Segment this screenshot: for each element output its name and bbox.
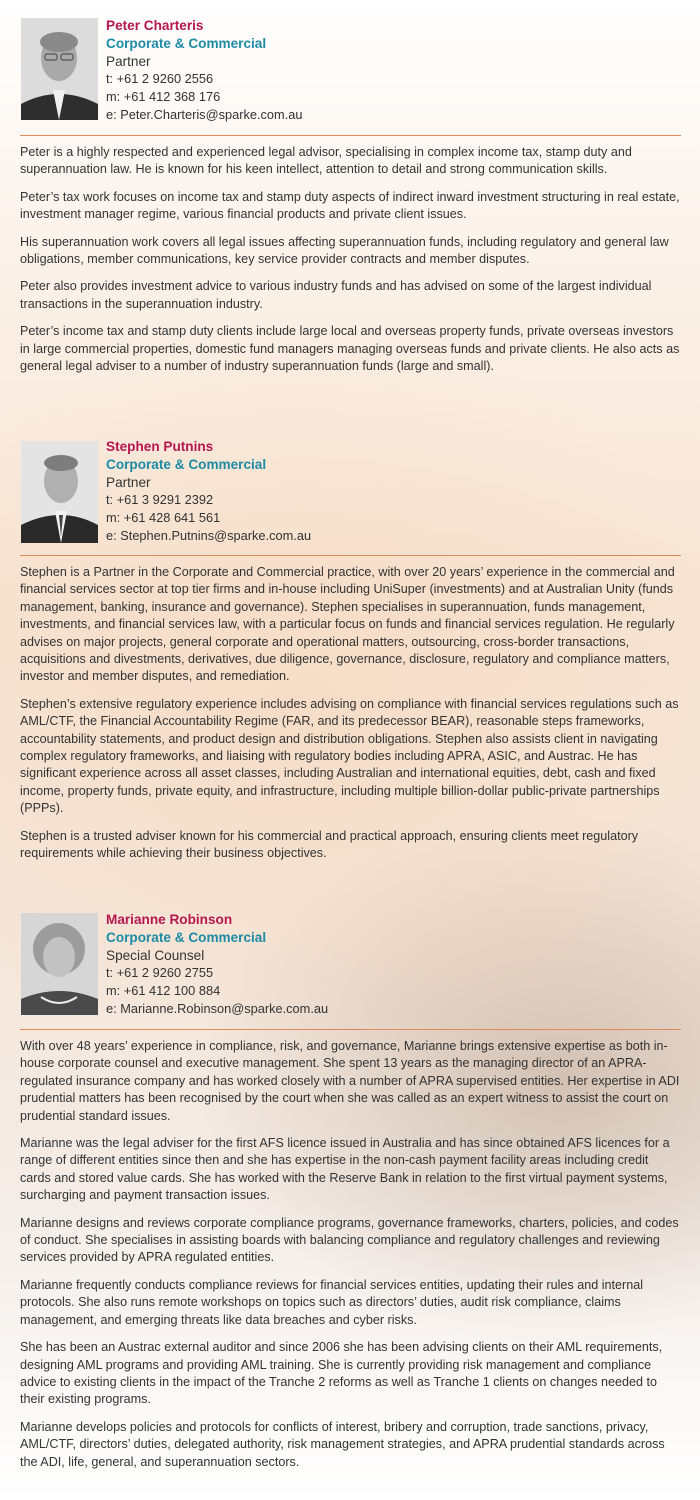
practice-group: Corporate & Commercial (106, 456, 267, 472)
portrait-silhouette-icon (21, 441, 98, 543)
practice-group: Corporate & Commercial (106, 929, 267, 945)
mobile-number: m: +61 412 368 176 (106, 89, 221, 105)
biography (20, 564, 682, 873)
bio-paragraph: Stephen is a trusted adviser known for his commercial and practical approach, ensuring clients meet regulatory requirements while achieving their business objectives. (20, 828, 639, 861)
portrait-silhouette-icon (21, 18, 98, 120)
portrait-photo (21, 913, 98, 1015)
phone-number: t: +61 2 9260 2755 (106, 965, 214, 981)
phone-number: t: +61 2 9260 2556 (106, 71, 214, 87)
practice-group: Corporate & Commercial (106, 35, 267, 51)
bio-paragraph: Peter is a highly respected and experienced legal advisor, specialising in complex income tax, stamp duty and superannuation law. He is known for his keen intellect, attention to detail and strong communication skills. (20, 145, 632, 177)
contact-info (106, 438, 311, 545)
mobile-number: m: +61 412 100 884 (106, 983, 221, 999)
divider (20, 555, 681, 556)
job-title: Partner (106, 474, 151, 490)
bio-paragraph: Peter also provides investment advice to various industry funds and has advised on some of the largest individual transactions in the superannuation industry. (20, 279, 652, 311)
biography (20, 144, 682, 385)
profile-header (0, 17, 700, 135)
profile-header (0, 438, 700, 556)
divider (20, 135, 681, 136)
job-title: Partner (106, 53, 151, 69)
profile-marianne-robinson (0, 911, 700, 1469)
portrait-silhouette-icon (21, 913, 98, 1015)
email-address[interactable]: e: Peter.Charteris@sparke.com.au (106, 106, 303, 122)
phone-number: t: +61 3 9291 2392 (106, 492, 214, 508)
bio-paragraph: Stephen is a Partner in the Corporate and Commercial practice, with over 20 years’ experience in the commercial and financial services sector at top tier firms and in-house including UniSuper (investments) and at Australian Unity (funds management, banking, insurance and governance). Stephen specialises in superannuation, funds management, investments, and financial services law, with a particular focus on funds and financial services regulation. He regularly advises on major projects, general corporate and operational matters, outsourcing, cross-border transactions, acquisitions and divestments, derivatives, due diligence, governance, disclosure, regulatory and compliance matters, investor and member disputes, and remediation. (20, 565, 675, 684)
email-address[interactable]: e: Marianne.Robinson@sparke.com.au (106, 1000, 329, 1016)
bio-paragraph: Peter’s income tax and stamp duty clients include large local and overseas property funds, private overseas investors in large commercial properties, domestic fund managers managing overseas funds and private clients. He also acts as general legal adviser to a number of industry superannuation funds (large and small). (20, 324, 680, 374)
bio-paragraph: Peter’s tax work focuses on income tax and stamp duty aspects of indirect inward investment structuring in real estate, investment manager regime, various financial products and private client issues. (20, 189, 680, 222)
contact-info (106, 17, 303, 124)
bio-paragraph: Marianne develops policies and protocols for conflicts of interest, bribery and corruption, trade sanctions, privacy, AML/CTF, directors’ duties, delegated authority, risk management strategies, and APRA prudential standards across the ADI, life, general, and superannuation sectors. (20, 1419, 665, 1469)
contact-info (106, 911, 328, 1018)
profile-peter-charteris (0, 17, 700, 374)
bio-paragraph: Marianne designs and reviews corporate compliance programs, governance frameworks, charters, policies, and codes of conduct. She specialises in assisting boards with balancing compliance and regulatory challenges and reviewing services provided by APRA regulated entities. (20, 1215, 679, 1265)
portrait-photo (21, 441, 98, 543)
mobile-number: m: +61 428 641 561 (106, 510, 221, 526)
bio-paragraph: She has been an Austrac external auditor and since 2006 she has been advising clients on their AML requirements, designing AML programs and providing AML training. She is currently providing risk management and compliance advice to existing clients in the impact of the Tranche 2 reforms as well as Tranche 1 clients on changes needed to their existing programs. (20, 1340, 663, 1407)
divider (20, 1029, 681, 1030)
email-address[interactable]: e: Stephen.Putnins@sparke.com.au (106, 527, 312, 543)
profile-stephen-putnins (0, 438, 700, 861)
biography (20, 1038, 682, 1481)
bio-paragraph: Marianne frequently conducts compliance reviews for financial services entities, updating their rules and internal protocols. She also runs remote workshops on topics such as directors’ duties, audit risk compliance, claims management, and emerging threats like data breaches and cyber risks. (20, 1277, 644, 1327)
bio-paragraph: His superannuation work covers all legal issues affecting superannuation funds, including regulatory and general law obligations, member communications, key service provider contracts and member disputes. (20, 234, 669, 267)
bio-paragraph: With over 48 years’ experience in compliance, risk, and governance, Marianne brings extensive expertise as both in-house corporate counsel and executive management. She spent 13 years as the managing director of an APRA-regulated insurance company and has worked closely with a number of APRA supervised entities. Her expertise in ADI prudential matters has been recognised by the court when she was called as an expert witness to assist the court on prudential standard issues. (20, 1039, 680, 1123)
bio-paragraph: Marianne was the legal adviser for the first AFS licence issued in Australia and has since obtained AFS licences for a range of different entities since then and she has expertise in the non-cash payment facility areas including credit cards and stored value cards. She has worked with the Reserve Bank in relation to the first virtual payment systems, surcharging and payment transaction issues. (20, 1136, 670, 1203)
person-name: Peter Charteris (106, 18, 204, 33)
person-name: Marianne Robinson (106, 912, 233, 927)
job-title: Special Counsel (106, 947, 205, 963)
portrait-photo (21, 18, 98, 120)
profile-header (0, 911, 700, 1029)
person-name: Stephen Putnins (106, 439, 214, 454)
bio-paragraph: Stephen’s extensive regulatory experience includes advising on compliance with financial services regulations such as AML/CTF, the Financial Accountability Regime (FAR, and its predecessor BEAR), reasonable steps frameworks, accountability statements, and product design and distribution obligations. Stephen also assists client in navigating complex regulatory frameworks, and liaising with regulatory bodies including APRA, ASIC, and Austrac. He has significant experience across all asset classes, including Australian and international equities, debt, cash and fixed income, property funds, private equity, and infrastructure, including multiple billion-dollar public-private partnerships (PPPs). (20, 696, 679, 816)
